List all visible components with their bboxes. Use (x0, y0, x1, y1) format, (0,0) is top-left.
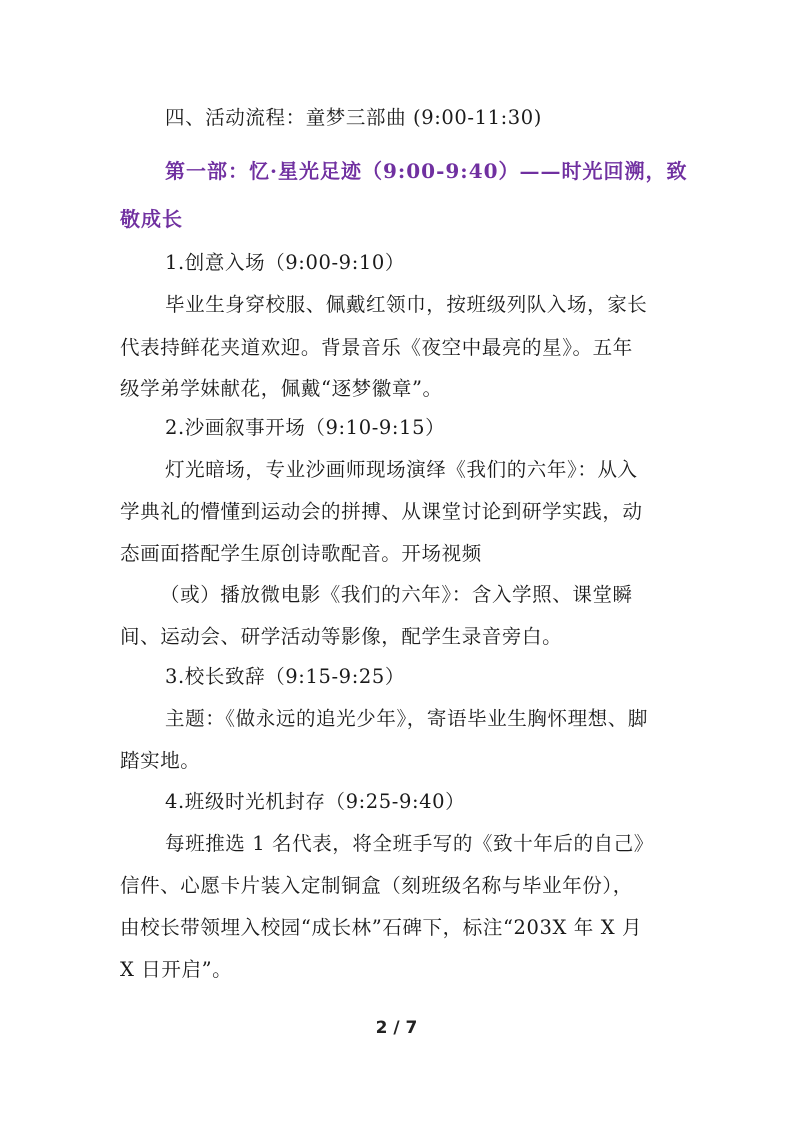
part-title-line-2: 敬成长 (120, 207, 183, 231)
paragraph-line: （或）播放微电影《我们的六年》：含入学照、课堂瞬 (160, 583, 633, 606)
page-number: 2 / 7 (375, 1018, 418, 1038)
paragraph-line: X 日开启”。 (120, 958, 233, 981)
item-heading: 2.沙画叙事开场（9:10-9:15） (165, 416, 446, 439)
item-heading: 4.班级时光机封存（9:25-9:40） (165, 790, 466, 813)
paragraph-line: 间、运动会、研学活动等影像，配学生录音旁白。 (120, 625, 563, 648)
paragraph-line: 态画面搭配学生原创诗歌配音。开场视频 (120, 542, 482, 565)
paragraph-line: 学典礼的懵懂到运动会的拼搏、从课堂讨论到研学实践，动 (120, 500, 643, 523)
item-heading: 1.创意入场（9:00-9:10） (165, 251, 405, 274)
paragraph-line: 踏实地。 (120, 749, 201, 772)
section-heading: 四、活动流程：童梦三部曲 (9:00-11:30) (165, 106, 542, 129)
paragraph-line: 代表持鲜花夹道欢迎。背景音乐《夜空中最亮的星》。五年 (120, 336, 633, 359)
paragraph-line: 信件、心愿卡片装入定制铜盒（刻班级名称与毕业年份）， (120, 874, 633, 897)
paragraph-line: 主题：《做永远的追光少年》，寄语毕业生胸怀理想、脚 (165, 707, 649, 730)
paragraph-line: 毕业生身穿校服、佩戴红领巾，按班级列队入场，家长 (165, 293, 648, 316)
part-title-line-1: 第一部：忆·星光足迹（9:00-9:40）——时光回溯，致 (165, 159, 688, 183)
paragraph-line: 由校长带领埋入校园“成长林”石碑下，标注“203X 年 X 月 (120, 916, 643, 939)
paragraph-line: 每班推选 1 名代表，将全班手写的《致十年后的自己》 (165, 832, 654, 855)
paragraph-line: 灯光暗场，专业沙画师现场演绎《我们的六年》：从入 (165, 458, 638, 481)
item-heading: 3.校长致辞（9:15-9:25） (165, 665, 405, 688)
paragraph-line: 级学弟学妹献花，佩戴“逐梦徽章”。 (120, 377, 443, 400)
